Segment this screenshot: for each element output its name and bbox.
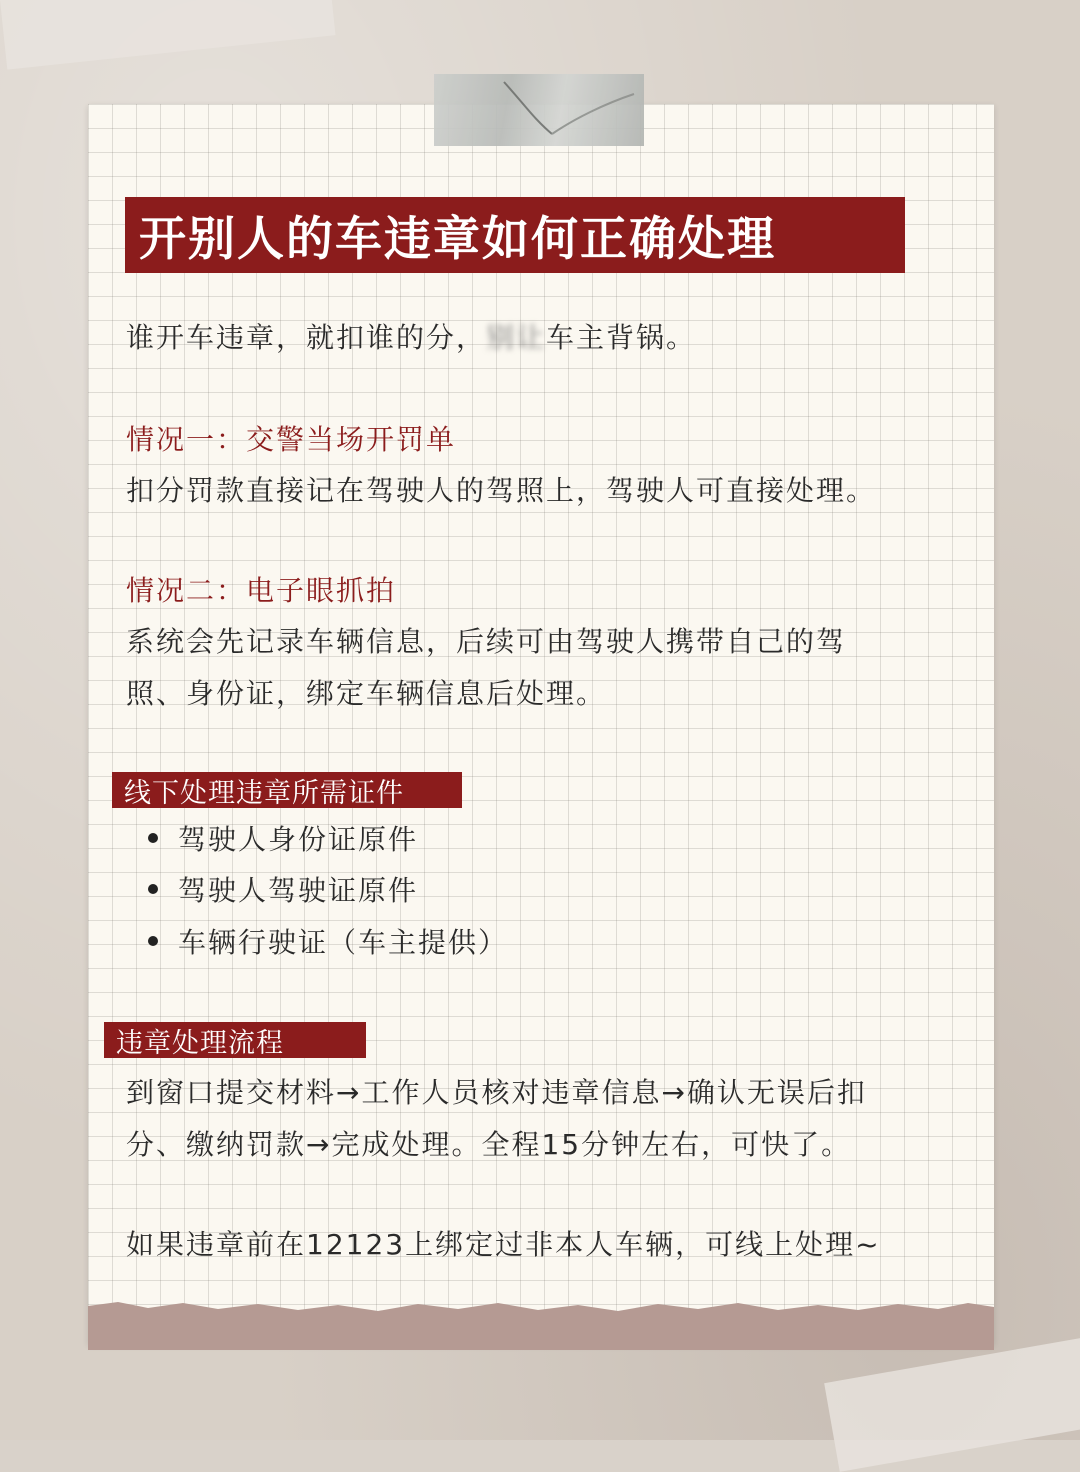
documents-label xyxy=(112,772,462,808)
list-item xyxy=(148,869,418,909)
process-line1: 到窗口提交材料→工作人员核对违章信息→确认无误后扣 xyxy=(126,1076,867,1109)
case2-body-line1: 系统会先记录车辆信息，后续可由驾驶人携带自己的驾 xyxy=(126,625,847,658)
intro-text-start: 谁开车违章，就扣谁的分， xyxy=(126,321,487,354)
case2-heading: 情况二：电子眼抓拍 xyxy=(126,574,397,607)
process-label-text: 违章处理流程 xyxy=(116,1027,284,1059)
torn-bottom-edge xyxy=(88,1300,994,1350)
list-item xyxy=(148,921,508,961)
list-item xyxy=(148,818,418,858)
tape-strip xyxy=(434,74,644,146)
list-item-text: 驾驶人身份证原件 xyxy=(178,823,419,856)
intro-text-blurred: 别让 xyxy=(486,321,547,354)
list-item-text: 车辆行驶证（车主提供） xyxy=(178,926,509,959)
list-item-text: 驾驶人驾驶证原件 xyxy=(178,874,419,907)
process-line2: 分、缴纳罚款→完成处理。全程15分钟左右，可快了。 xyxy=(126,1128,852,1161)
intro-text xyxy=(126,316,696,356)
bullet-icon xyxy=(148,833,158,843)
documents-label-text: 线下处理违章所需证件 xyxy=(124,777,404,809)
bullet-icon xyxy=(148,936,158,946)
case1-heading: 情况一：交警当场开罚单 xyxy=(126,423,457,456)
title-banner xyxy=(125,197,905,273)
case1-body: 扣分罚款直接记在驾驶人的驾照上，驾驶人可直接处理。 xyxy=(126,474,877,507)
process-label xyxy=(104,1022,366,1058)
intro-text-end: 车主背锅。 xyxy=(546,321,697,354)
footer-note: 如果违章前在12123上绑定过非本人车辆，可线上处理~ xyxy=(126,1228,881,1261)
bullet-icon xyxy=(148,884,158,894)
page-title: 开别人的车违章如何正确处理 xyxy=(139,211,776,267)
case2-body-line2: 照、身份证，绑定车辆信息后处理。 xyxy=(126,677,607,710)
